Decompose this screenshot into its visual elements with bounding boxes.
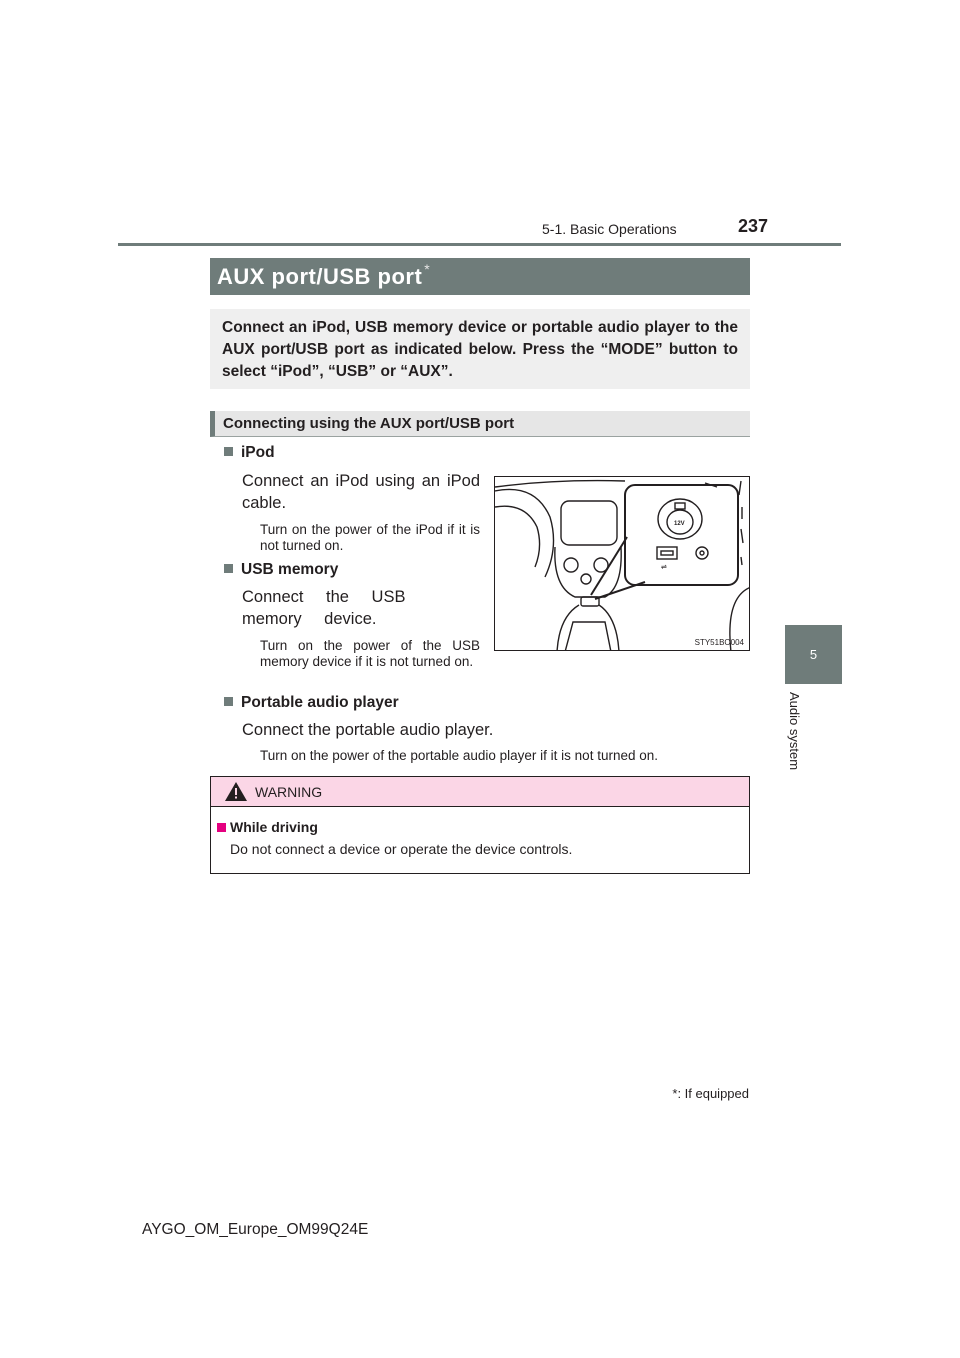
page-number: 237 (738, 216, 769, 236)
subheading-bar: Connecting using the AUX port/USB port (210, 411, 750, 437)
item-note-usb: Turn on the power of the USB memory device if it is not turned on. (260, 638, 480, 669)
warning-subheading: While driving (217, 819, 318, 835)
item-note-portable: Turn on the power of the portable audio player if it is not turned on. (260, 748, 658, 763)
svg-text:⇌: ⇌ (661, 563, 667, 571)
header-rule (118, 243, 841, 246)
square-bullet-icon (224, 447, 233, 456)
warning-title: WARNING (255, 783, 323, 800)
document-footer: AYGO_OM_Europe_OM99Q24E (142, 1221, 369, 1238)
item-heading-portable: Portable audio player (224, 694, 399, 712)
running-header-section: 5-1. Basic Operations (542, 221, 677, 237)
item-heading-ipod: iPod (224, 444, 275, 462)
warning-triangle-icon (225, 782, 247, 801)
footnote-text: : If equipped (677, 1086, 749, 1101)
socket-12v-label: 12V (674, 521, 685, 527)
footnote-mark: * (672, 1086, 678, 1101)
warning-box (210, 776, 750, 874)
warning-header (211, 777, 749, 807)
intro-box: Connect an iPod, USB memory device or portable audio player to the AUX port/USB port as indicated below. Press the “MODE” button to select “iPod”, “USB” or “AUX”. (210, 309, 750, 389)
item-note-ipod: Turn on the power of the iPod if it is not turned on. (260, 522, 480, 553)
chapter-label: Audio system (787, 692, 802, 771)
item-body-ipod: Connect an iPod using an iPod cable. (242, 472, 480, 512)
pink-square-bullet-icon (217, 823, 226, 832)
square-bullet-icon (224, 697, 233, 706)
chapter-number: 5 (809, 647, 818, 662)
section-title-bar (210, 258, 750, 295)
section-title: AUX port/USB port (217, 263, 423, 289)
dashboard-illustration (495, 477, 750, 651)
square-bullet-icon (224, 564, 233, 573)
warning-body: Do not connect a device or operate the device controls. (230, 841, 573, 857)
footnote (672, 1086, 749, 1101)
port-location-figure (494, 476, 750, 651)
chapter-tab (785, 625, 842, 684)
item-body-usb: Connect the USB memory device. (242, 588, 406, 628)
figure-code: STY51BO004 (694, 638, 744, 647)
item-heading-usb: USB memory (224, 561, 338, 579)
item-body-portable: Connect the portable audio player. (242, 721, 494, 739)
if-equipped-asterisk: * (424, 260, 430, 277)
